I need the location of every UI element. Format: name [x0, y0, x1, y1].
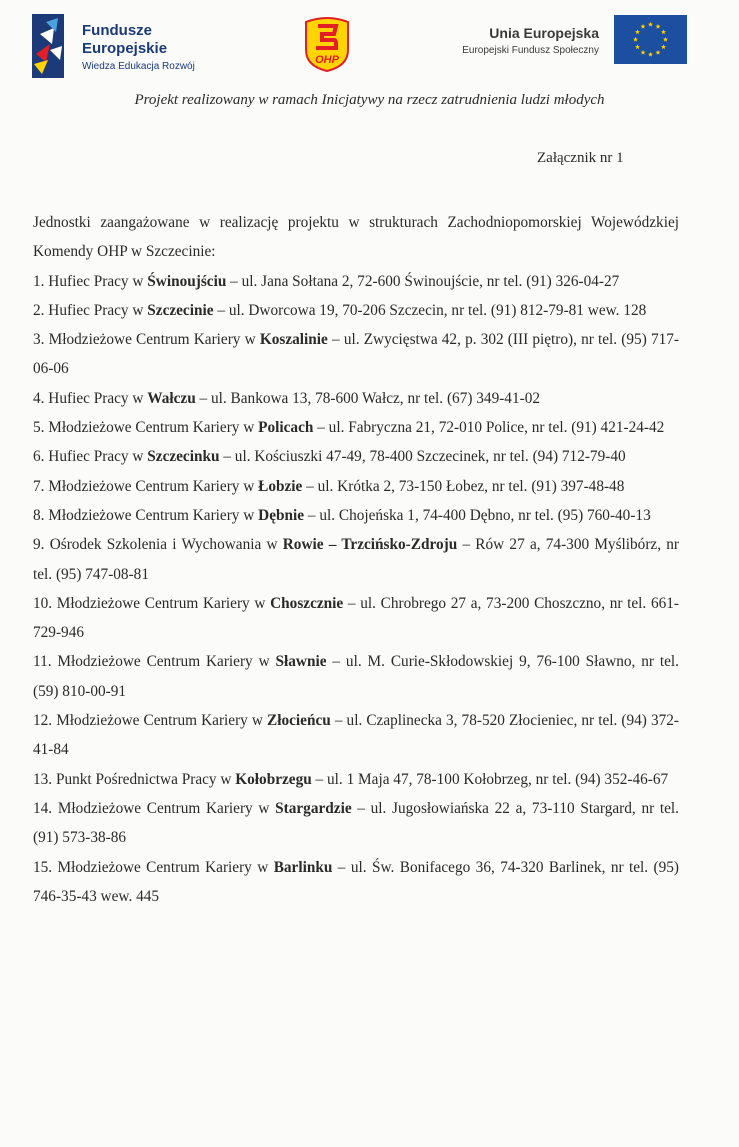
project-statement: Projekt realizowany w ramach Inicjatywy na rzecz zatrudnienia ludzi młodych	[134, 92, 605, 108]
entry-prefix: 14. Młodzieżowe Centrum Kariery w	[33, 799, 276, 817]
entry-place: Sławnie	[275, 653, 327, 671]
list-item	[33, 384, 679, 413]
entry-address: – Rów 27 a, 74-300 Myślibórz, nr tel. (95) 747-08-81	[33, 536, 680, 583]
entry-prefix: 8. Młodzieżowe Centrum Kariery w	[33, 506, 259, 524]
entry-prefix: 6. Hufiec Pracy w	[33, 448, 148, 466]
entry-address: – ul. Fabryczna 21, 72-010 Police, nr tel. (91) 421-24-42	[313, 419, 665, 437]
list-item	[33, 853, 679, 912]
fe-line1: Fundusze	[82, 22, 152, 39]
entry-place: Choszcznie	[270, 594, 344, 612]
entry-prefix: 13. Punkt Pośrednictwa Pracy w	[33, 770, 236, 788]
entry-prefix: 12. Młodzieżowe Centrum Kariery w	[33, 712, 268, 730]
entry-address: – ul. Krótka 2, 73-150 Łobez, nr tel. (91) 397-48-48	[302, 477, 625, 495]
entry-prefix: 10. Młodzieżowe Centrum Kariery w	[33, 594, 271, 612]
entry-prefix: 7. Młodzieżowe Centrum Kariery w	[33, 477, 259, 495]
entry-place: Policach	[258, 419, 314, 437]
entry-prefix: 2. Hufiec Pracy w	[33, 301, 148, 319]
entry-address: – ul. Czaplinecka 3, 78-520 Złocieniec, nr tel. (94) 372-41-84	[33, 712, 679, 759]
entry-place: Złocieńcu	[267, 712, 331, 730]
entry-prefix: 3. Młodzieżowe Centrum Kariery w	[33, 331, 260, 349]
list-item	[33, 706, 679, 765]
list-item	[33, 501, 679, 530]
entry-address: – ul. M. Curie-Skłodowskiej 9, 76-100 Sławno, nr tel. (59) 810-00-91	[33, 653, 679, 700]
eu-subtitle: Europejski Fundusz Społeczny	[462, 45, 599, 56]
list-item	[33, 296, 679, 325]
list-item	[33, 442, 679, 471]
entry-address: – ul. Jana Sołtana 2, 72-600 Świnoujście, nr tel. (91) 326-04-27	[226, 272, 620, 290]
entry-prefix: 11. Młodzieżowe Centrum Kariery w	[33, 653, 276, 671]
list-item	[33, 765, 679, 794]
entry-prefix: 4. Hufiec Pracy w	[33, 389, 148, 407]
entry-prefix: 15. Młodzieżowe Centrum Kariery w	[33, 858, 274, 876]
entry-address: – ul. 1 Maja 47, 78-100 Kołobrzeg, nr tel. (94) 352-46-67	[311, 770, 669, 788]
entry-address: – ul. Chrobrego 27 a, 73-200 Choszczno, nr tel. 661-729-946	[33, 594, 679, 642]
entry-place: Łobzie	[258, 477, 303, 495]
entry-address: – ul. Bankowa 13, 78-600 Wałcz, nr tel. (67) 349-41-02	[195, 389, 540, 407]
eu-logo-text	[462, 25, 599, 56]
entry-address: – ul. Dworcowa 19, 70-206 Szczecin, nr tel. (91) 812-79-81 wew. 128	[213, 301, 647, 319]
eu-flag-icon	[614, 15, 687, 64]
entry-address: – ul. Chojeńska 1, 74-400 Dębno, nr tel. (95) 760-40-13	[304, 506, 651, 524]
entry-place: Szczecinie	[147, 301, 214, 319]
entry-prefix: 5. Młodzieżowe Centrum Kariery w	[33, 419, 259, 437]
entry-place: Dębnie	[258, 506, 305, 524]
entry-place: Wałczu	[147, 389, 196, 407]
document-body	[33, 208, 679, 911]
entry-address: – ul. Kościuszki 47-49, 78-400 Szczecinek, nr tel. (94) 712-79-40	[219, 448, 626, 466]
list-item	[33, 267, 679, 296]
entry-address: – ul. Św. Bonifacego 36, 74-320 Barlinek, nr tel. (95) 746-35-43 wew. 445	[33, 858, 679, 905]
list-item	[33, 794, 679, 853]
entries-list	[33, 267, 679, 912]
entry-place: Kołobrzegu	[235, 770, 312, 788]
entry-address: – ul. Jugosłowiańska 22 a, 73-110 Stargard, nr tel. (91) 573-38-86	[33, 799, 679, 847]
list-item	[33, 530, 679, 589]
intro-paragraph: Jednostki zaangażowane w realizację projektu w strukturach Zachodniopomorskiej Wojewódzkiej Komendy OHP w Szczecinie:	[33, 214, 679, 261]
entry-prefix: 1. Hufiec Pracy w	[33, 272, 148, 290]
eu-title: Unia Europejska	[489, 25, 599, 41]
entry-place: Szczecinku	[147, 448, 220, 466]
entry-prefix: 9. Ośrodek Szkolenia i Wychowania w	[33, 536, 283, 554]
entry-place: Świnoujściu	[147, 272, 227, 290]
list-item	[33, 472, 679, 501]
fe-line2: Europejskie	[82, 40, 168, 57]
list-item	[33, 589, 679, 648]
list-item	[33, 647, 679, 706]
annex-label: Załącznik nr 1	[537, 150, 624, 166]
ohp-label: OHP	[315, 54, 339, 66]
fe-logo-text	[82, 22, 195, 72]
entry-place: Koszalinie	[259, 331, 328, 349]
ohp-logo	[300, 14, 354, 72]
entry-place: Rowie – Trzcińsko-Zdroju	[282, 536, 458, 554]
list-item	[33, 325, 679, 384]
entry-address: – ul. Zwycięstwa 42, p. 302 (III piętro), nr tel. (95) 717-06-06	[33, 331, 679, 378]
page-header	[0, 0, 739, 90]
list-item	[33, 413, 679, 442]
entry-place: Stargardzie	[275, 799, 352, 817]
fe-subtitle: Wiedza Edukacja Rozwój	[82, 61, 195, 72]
entry-place: Barlinku	[273, 858, 333, 876]
